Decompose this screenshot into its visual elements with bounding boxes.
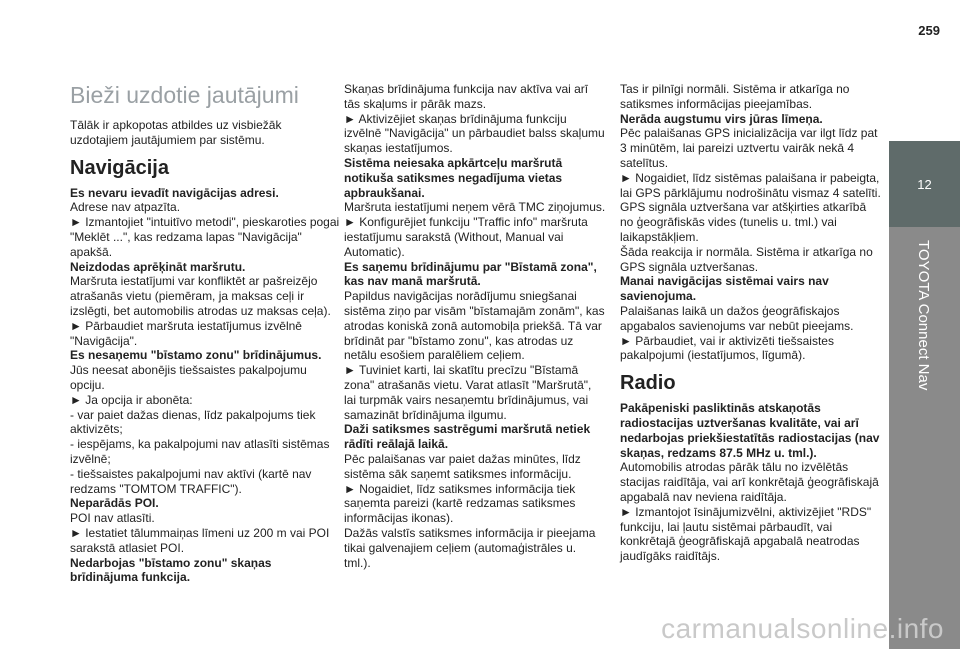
answer-text: Papildus navigācijas norādījumu sniegšanai sistēma ziņo par visām "bīstamajām zonām", kas atrodas koniskā zonā automobiļa priekšā. Tā var brīdināt par "bīstamo zonu", kas atrodas uz netālu esošiem paralēliem ceļiem. xyxy=(344,289,605,363)
column-2 xyxy=(344,82,606,570)
question-text: Es nevaru ievadīt navigācijas adresi. xyxy=(70,185,279,200)
answer-text: ► Nogaidiet, līdz sistēmas palaišana ir pabeigta, lai GPS pārklājumu nodrošinātu vismaz 4 satelīti. xyxy=(620,170,881,200)
question-text: Daži satiksmes sastrēgumi maršrutā netiek rādīti reālajā laikā. xyxy=(344,422,591,452)
answer-text: POI nav atlasīti. xyxy=(70,511,155,526)
answer-text: - iespējams, ka pakalpojumi nav atlasīti sistēmas izvēlnē; xyxy=(70,437,330,466)
answer-text: Jūs neesat abonējis tiešsaistes pakalpojumu opciju. xyxy=(70,363,307,392)
answer-text: ► Ja opcija ir abonēta: xyxy=(70,392,193,407)
question-text: Es saņemu brīdinājumu par "Bīstamā zona", kas nav manā maršrutā. xyxy=(344,259,597,289)
question-text: Neparādās POI. xyxy=(70,496,159,511)
answer-text: ► Pārbaudiet maršruta iestatījumus izvēlnē "Navigācija". xyxy=(70,318,302,348)
answer-text: Tas ir pilnīgi normāli. Sistēma ir atkarīga no satiksmes informācijas pieejamības. xyxy=(620,82,850,111)
answer-text: Adrese nav atpazīta. xyxy=(70,200,181,215)
answer-text: ► Izmantojiet "intuitīvo metodi", pieskaroties pogai "Meklēt ...", kas redzama lapas "Navigācija" apakšā. xyxy=(70,215,340,259)
intro-text: Tālāk ir apkopotas atbildes uz visbiežāk uzdotajiem jautājumiem par sistēmu. xyxy=(70,118,282,147)
question-text: Pakāpeniski pasliktinās atskaņotās radiostacijas uztveršanas kvalitāte, vai arī nedarbojas priekšiestatītās radiostacijas (nav skaņas, redzams 87.5 MHz u. tml.). xyxy=(620,401,880,460)
answer-text: ► Tuviniet karti, lai skatītu precīzu "Bīstamā zona" atrašanās vietu. Varat atlasīt "Maršrutā", lai turpmāk vairs nesaņemtu brīdinājumus, vai samazināt brīdinājuma ilgumu. xyxy=(344,363,592,422)
column-1-body xyxy=(70,186,340,586)
column-3-body xyxy=(620,82,882,564)
answer-text: ► Konfigurējiet funkciju "Traffic info" maršruta iestatījumu sarakstā (Without, Manual vai Automatic). xyxy=(344,215,588,259)
answer-text: Šāda reakcija ir normāla. Sistēma ir atkarīga no GPS signāla uztveršanas. xyxy=(620,244,873,274)
answer-text: Maršruta iestatījumi neņem vērā TMC ziņojumus. xyxy=(344,200,606,215)
page-heading: Bieži uzdotie jautājumi xyxy=(70,82,299,108)
watermark: carmanualsonline.info xyxy=(661,613,944,644)
chapter-title: TOYOTA Connect Nav xyxy=(915,240,932,391)
answer-text: ► Pārbaudiet, vai ir aktivizēti tiešsaistes pakalpojumi (iestatījumos, līgumā). xyxy=(620,333,834,363)
page-number: 259 xyxy=(918,23,940,38)
answer-text: ► Izmantojot īsinājumizvēlni, aktivizējiet "RDS" funkciju, lai ļautu sistēmai pārbaudīt, vai konkrētajā ģeogrāfiskajā apgabalā neatrodas jaudīgāks raidītājs. xyxy=(620,504,872,564)
column-2-body xyxy=(344,82,606,570)
answer-text: Dažās valstīs satiksmes informācija ir pieejama tikai galvenajiem ceļiem (automaģistrāles u. tml.). xyxy=(344,525,596,570)
answer-text: Pēc palaišanas GPS inicializācija var ilgt līdz pat 3 minūtēm, lai pareizi uztvertu vairāk nekā 4 satelītus. xyxy=(620,126,878,170)
answer-text: Pēc palaišanas var paiet dažas minūtes, līdz sistēma sāk saņemt satiksmes informāciju. xyxy=(344,451,581,481)
question-text: Neizdodas aprēķināt maršrutu. xyxy=(70,259,246,274)
column-3 xyxy=(620,82,882,564)
answer-text: ► Aktivizējiet skaņas brīdinājuma funkciju izvēlnē "Navigācija" un pārbaudiet balss skaļumu skaņas iestatījumos. xyxy=(344,111,605,156)
question-text: Es nesaņemu "bīstamo zonu" brīdinājumus. xyxy=(70,348,322,363)
answer-text: Palaišanas laikā un dažos ģeogrāfiskajos apgabalos savienojums var nebūt pieejams. xyxy=(620,303,854,333)
answer-text: Automobilis atrodas pārāk tālu no izvēlētās stacijas raidītāja, vai arī konkrētajā ģeogrāfiskajā apgabalā nav neviena raidītāja. xyxy=(620,460,879,504)
answer-text: GPS signāla uztveršana var atšķirties atkarībā no ģeogrāfiskās vides (tunelis u. tml.) vai laikapstākļiem. xyxy=(620,200,867,244)
column-1 xyxy=(70,76,340,585)
question-text: Nerāda augstumu virs jūras līmeņa. xyxy=(620,111,823,126)
question-text: Sistēma neiesaka apkārtceļu maršrutā notikuša satiksmes negadījuma vietas apbraukšanai. xyxy=(344,155,563,200)
answer-text: Maršruta iestatījumi var konfliktēt ar pašreizējo atrašanās vietu (piemēram, ja maksas ceļi ir izslēgti, bet automobilis atrodas uz maksas ceļa). xyxy=(70,274,331,318)
chapter-number-badge: 12 xyxy=(889,141,960,227)
answer-text: ► Nogaidiet, līdz satiksmes informācija tiek saņemta pareizi (kartē redzamas satiksmes informācijas ikonas). xyxy=(344,481,576,526)
section-heading-navigation: Navigācija xyxy=(70,156,169,179)
answer-text: Skaņas brīdinājuma funkcija nav aktīva vai arī tās skaļums ir pārāk mazs. xyxy=(344,82,589,111)
question-text: Nedarbojas "bīstamo zonu" skaņas brīdinājuma funkcija. xyxy=(70,555,272,585)
answer-text: - var paiet dažas dienas, līdz pakalpojums tiek aktivizēts; xyxy=(70,407,316,437)
answer-text: ► Iestatiet tālummaiņas līmeni uz 200 m vai POI sarakstā atlasiet POI. xyxy=(70,525,330,555)
section-heading: Radio xyxy=(620,372,676,395)
question-text: Manai navigācijas sistēmai vairs nav savienojuma. xyxy=(620,274,829,304)
answer-text: - tiešsaistes pakalpojumi nav aktīvi (kartē nav redzams "TOMTOM TRAFFIC"). xyxy=(70,466,312,496)
